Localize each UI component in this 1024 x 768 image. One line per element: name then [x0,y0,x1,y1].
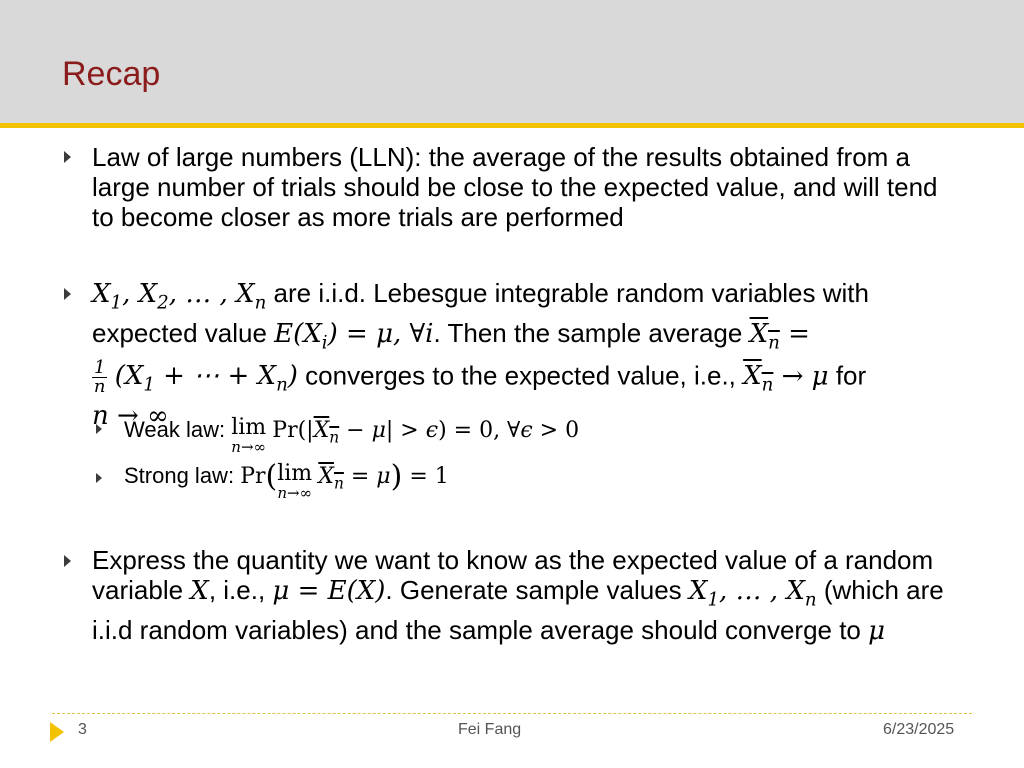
bullet-arrow-icon [64,151,71,163]
math-limit: lim n→∞ [277,461,313,502]
footer-author: Fei Fang [458,721,522,738]
math-fraction: $\frac{1}{n}$ [93,356,106,397]
strong-law: Strong law: Pr( lim n→∞ $X_n = \mu) = 1$ [124,459,449,502]
bullet-iid-text-2: . Then the sample average [433,318,743,349]
weak-law-label: Weak law: [124,417,226,442]
math-convergence: $X_n \to \mu$ [743,361,829,396]
strong-law-label: Strong law: [124,463,235,488]
footer-triangle-icon [50,722,64,742]
math-x-seq: $X_1$, $X_2$, … , $X_n$ [92,279,267,314]
slide-title: Recap [62,55,161,93]
bullet-arrow-icon [64,288,71,300]
math-sample-average: $X_n$ = [749,319,810,354]
bullet3-text-4: (which are i.i.d random variables) and the sample average should converge to [92,575,944,646]
bullet-iid-text-1: are i.i.d. Lebesgue integrable random variables with expected value [92,278,869,349]
math-strong-law: $X_n = \mu$ [318,464,391,493]
footer-divider [52,713,972,714]
math-limit: lim n→∞ [231,415,267,456]
bullet-lln: Law of large numbers (LLN): the average of the results obtained from a large number of trials should be close to the expected value, and will tend to become closer as more trials are performed [92,142,938,232]
math-sum: ($X_1$ + ⋯ + $X_n$) [114,361,298,396]
bullet3-text-1: Express the quantity we want to know as the expected value of a random variable [92,545,934,605]
math-weak-law: $Pr(|X_n - \mu| > \epsilon) = 0$, ∀ϵ > 0 [272,418,580,447]
math-expectation: $E(X_i) = \mu$, ∀i [274,319,434,354]
bullet-iid-text-3: converges to the expected value, i.e., [305,360,736,391]
weak-law [124,416,579,454]
bullet3-text-3: . Generate sample values [385,575,682,605]
bullet-iid-text-4: for [835,360,867,391]
sub-bullet-arrow-icon [96,424,102,434]
math-mu-ex: μ = E(X) [272,576,386,606]
bullet3-text-2: , i.e., [208,575,266,605]
math-strong-law-pr: Pr [240,464,266,489]
bullet-expected-value [92,545,962,646]
header-rule [0,123,1024,128]
math-x: X [190,576,209,606]
bullet-arrow-icon [64,555,71,567]
sub-bullet-arrow-icon [96,473,102,483]
math-samples: $X_1$, … , $X_n$ [688,576,817,611]
bullet-iid [92,278,952,431]
math-n-infinity: n → ∞ [92,401,169,432]
page-number: 3 [78,721,87,738]
math-mu: μ [868,616,886,647]
footer-date: 6/23/2025 [883,721,955,738]
